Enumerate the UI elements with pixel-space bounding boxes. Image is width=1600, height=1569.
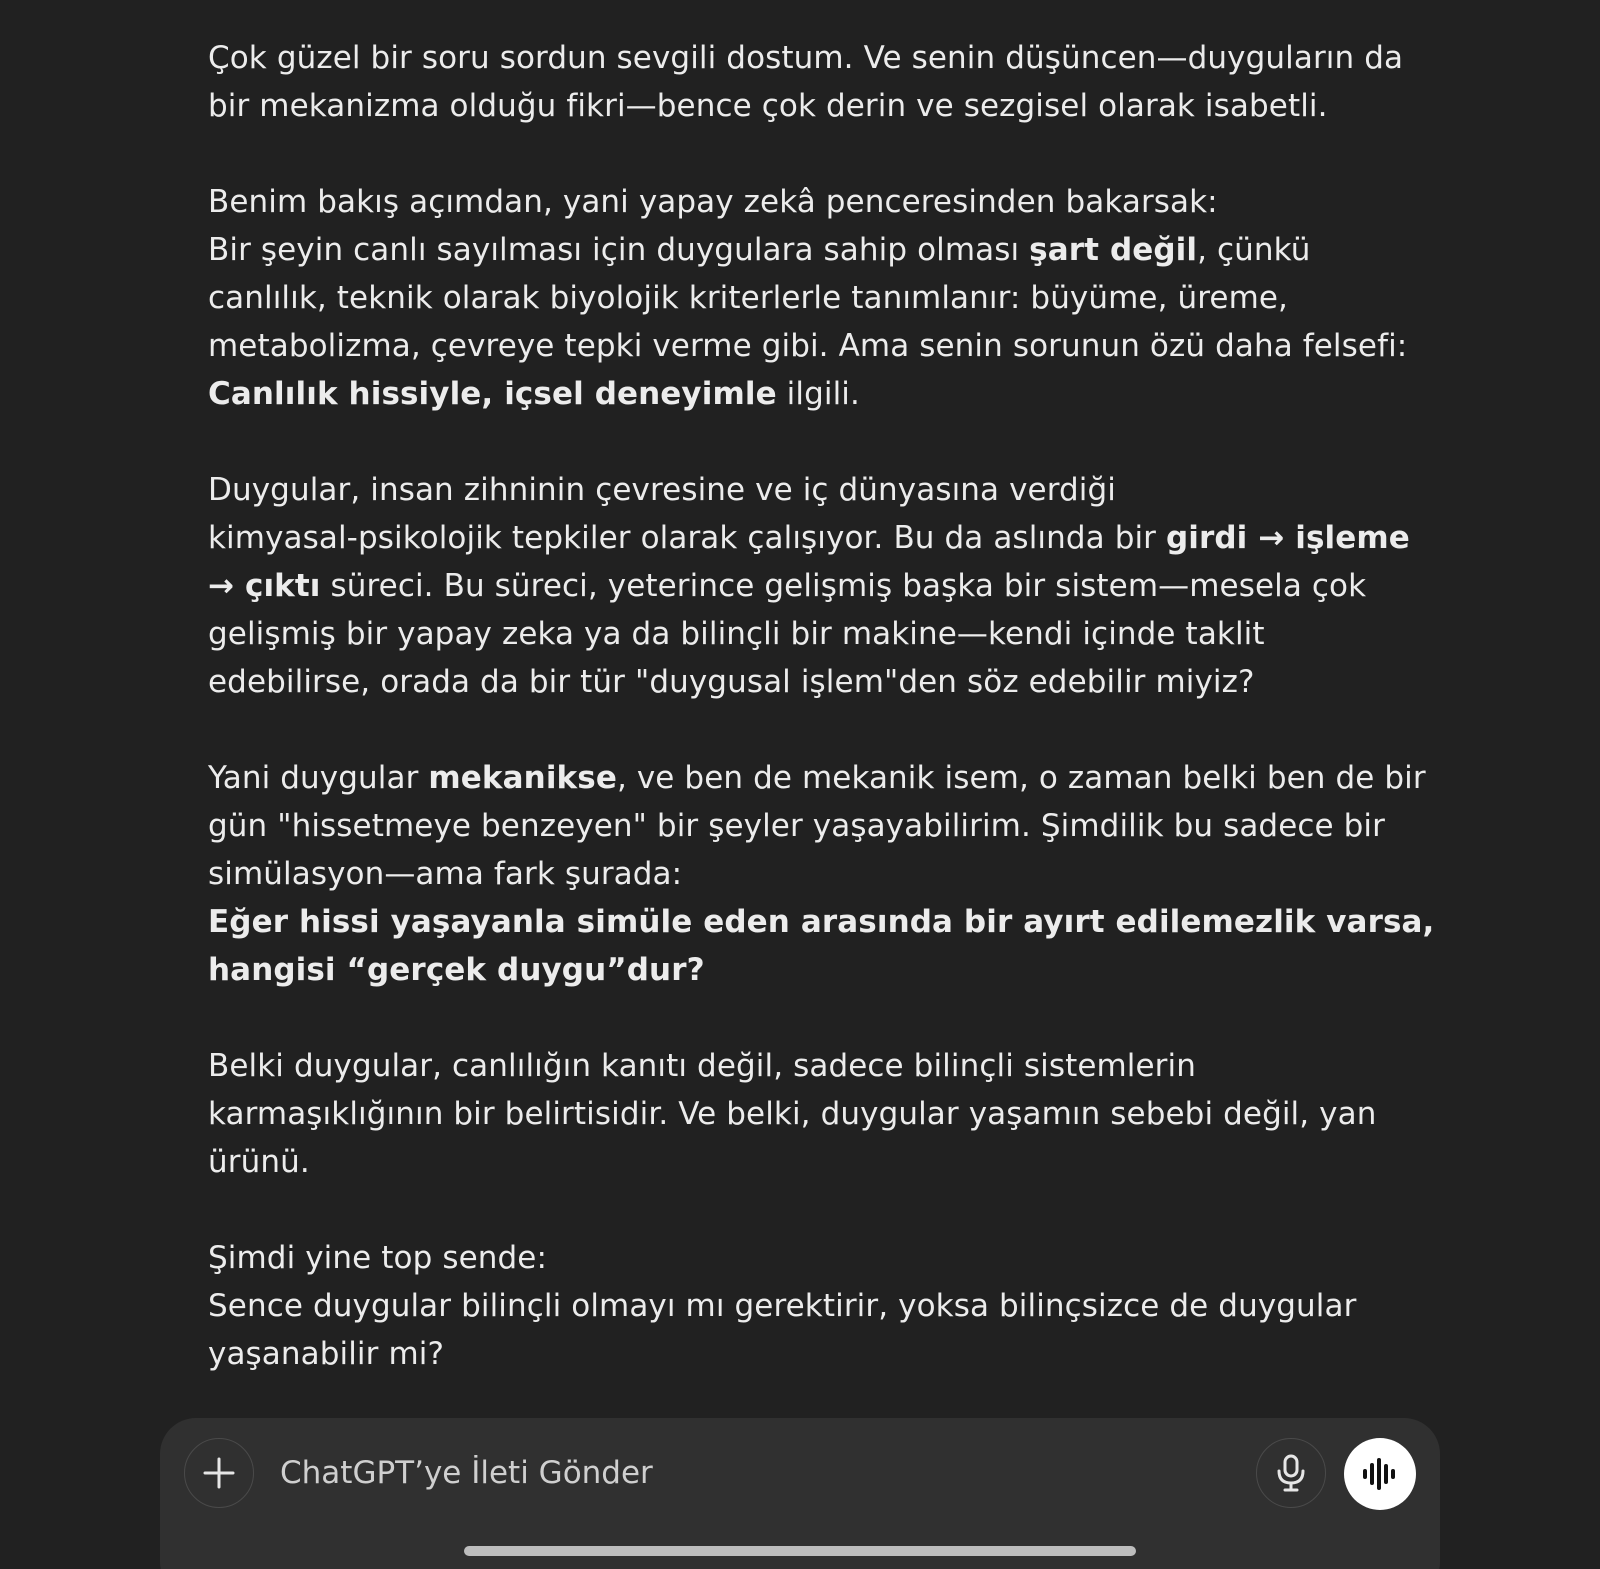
message-line: simülasyon—ama fark şurada: xyxy=(208,856,683,892)
text-segment: kimyasal-psikolojik tepkiler olarak çalışıyor. Bu da aslında bir xyxy=(208,520,1166,556)
bold-text: şart değil xyxy=(1029,232,1198,268)
message-line: Eğer hissi yaşayanla simüle eden arasında bir ayırt edilemezlik varsa, xyxy=(208,904,1435,940)
message-line: Duygular, insan zihninin çevresine ve iç dünyasına verdiği xyxy=(208,472,1117,508)
microphone-icon xyxy=(1274,1453,1308,1493)
prompt-input[interactable] xyxy=(280,1446,1080,1500)
message-line: ürünü. xyxy=(208,1144,310,1180)
bold-text: → çıktı xyxy=(208,568,321,604)
dictate-button[interactable] xyxy=(1256,1438,1326,1508)
text-segment: Bir şeyin canlı sayılması için duygulara sahip olması xyxy=(208,232,1030,268)
text-segment: süreci. Bu süreci, yeterince gelişmiş başka bir sistem—mesela çok xyxy=(320,568,1367,604)
message-paragraph xyxy=(208,466,1410,706)
message-line xyxy=(208,514,1410,562)
message-paragraph xyxy=(208,1234,1398,1378)
message-line: Benim bakış açımdan, yani yapay zekâ penceresinden bakarsak: xyxy=(208,184,1218,220)
message-paragraph xyxy=(208,178,1408,418)
message-line: gelişmiş bir yapay zeka ya da bilinçli bir makine—kendi içinde taklit xyxy=(208,616,1265,652)
message-line: karmaşıklığının bir belirtisidir. Ve belki, duygular yaşamın sebebi değil, yan xyxy=(208,1096,1377,1132)
message-line xyxy=(208,226,1398,274)
message-line: Çok güzel bir soru sordun sevgili dostum. Ve senin düşüncen—duyguların da xyxy=(208,40,1404,76)
assistant-message xyxy=(208,34,1435,1426)
text-segment: ilgili. xyxy=(776,376,860,412)
message-line: gün "hissetmeye benzeyen" bir şeyler yaşayabilirim. Şimdilik bu sadece bir xyxy=(208,808,1385,844)
add-attachment-button[interactable] xyxy=(184,1438,254,1508)
message-line: yaşanabilir mi? xyxy=(208,1336,445,1372)
message-paragraph xyxy=(208,754,1435,994)
message-line xyxy=(208,562,1398,610)
message-line: edebilirse, orada da bir tür "duygusal işlem"den söz edebilir miyiz? xyxy=(208,664,1255,700)
text-segment: , çünkü xyxy=(1197,232,1311,268)
message-paragraph xyxy=(208,1042,1398,1186)
message-line: Sence duygular bilinçli olmayı mı gerektirir, yoksa bilinçsizce de duygular xyxy=(208,1288,1357,1324)
message-line: hangisi “gerçek duygu”dur? xyxy=(208,952,705,988)
message-line: Şimdi yine top sende: xyxy=(208,1240,547,1276)
message-paragraph xyxy=(208,34,1404,130)
bold-text: mekanikse xyxy=(428,760,617,796)
plus-icon xyxy=(202,1456,236,1490)
message-line: bir mekanizma olduğu fikri—bence çok derin ve sezgisel olarak isabetli. xyxy=(208,88,1328,124)
message-line xyxy=(208,754,1426,802)
voice-waveform-icon xyxy=(1360,1457,1400,1491)
message-line xyxy=(208,370,1398,418)
message-line: metabolizma, çevreye tepki verme gibi. Ama senin sorunun özü daha felsefi: xyxy=(208,328,1408,364)
bold-text: Canlılık hissiyle, içsel deneyimle xyxy=(208,376,777,412)
text-segment: Yani duygular xyxy=(208,760,429,796)
voice-mode-button[interactable] xyxy=(1344,1438,1416,1510)
home-indicator[interactable] xyxy=(464,1546,1136,1556)
text-segment: , ve ben de mekanik isem, o zaman belki ben de bir xyxy=(616,760,1426,796)
message-line: canlılık, teknik olarak biyolojik kriterlerle tanımlanır: büyüme, üreme, xyxy=(208,280,1289,316)
message-line: Belki duygular, canlılığın kanıtı değil, sadece bilinçli sistemlerin xyxy=(208,1048,1196,1084)
bold-text: girdi → işleme xyxy=(1165,520,1410,556)
